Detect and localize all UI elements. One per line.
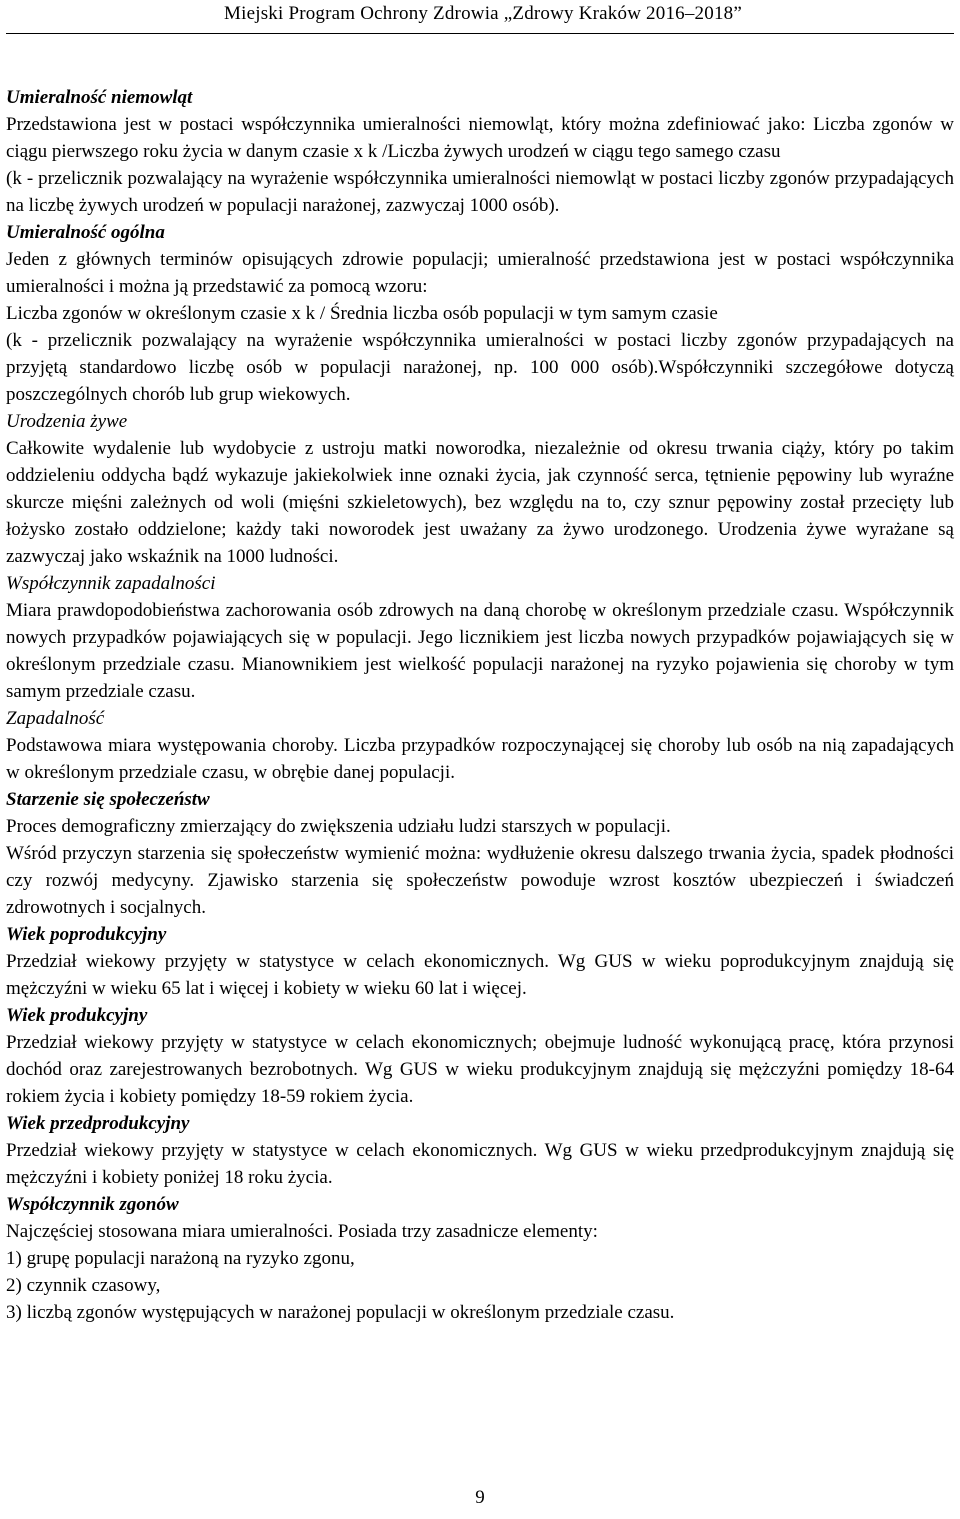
glossary-definition: Jeden z głównych terminów opisujących zdrowie populacji; umieralność przedstawiona jest w postaci współczynnika umieralności i można ją przedstawić za pomocą wzoru: xyxy=(6,249,954,297)
glossary-term: Umieralność ogólna xyxy=(6,222,165,243)
glossary-term: Wiek poprodukcyjny xyxy=(6,924,167,945)
page-number: 9 xyxy=(475,1487,485,1508)
glossary-term: Współczynnik zapadalności xyxy=(6,573,216,594)
glossary-definition: Przedział wiekowy przyjęty w statystyce w celach ekonomicznych. Wg GUS w wieku poprodukcyjnym znajdują się mężczyźni w wieku 65 lat i więcej i kobiety w wieku 60 lat i więcej. xyxy=(6,951,954,999)
glossary-definition: Najczęściej stosowana miara umieralności. Posiada trzy zasadnicze elementy: xyxy=(6,1221,598,1242)
glossary-definition: Przedział wiekowy przyjęty w statystyce w celach ekonomicznych. Wg GUS w wieku przedprodukcyjnym znajdują się mężczyźni i kobiety poniżej 18 roku życia. xyxy=(6,1140,954,1188)
glossary-definition: Miara prawdopodobieństwa zachorowania osób zdrowych na daną chorobę w określonym przedziale czasu. Współczynnik nowych przypadków pojawiających się w populacji. Jego licznikiem jest liczba nowych przypadków pojawiających się w określonym przedziale czasu. Mianownikiem jest wielkość populacji narażonej na ryzyko pojawienia się choroby w tym samym przedziale czasu. xyxy=(6,600,954,702)
glossary-definition: Przedstawiona jest w postaci współczynnika umieralności niemowląt, który można zdefiniować jako: Liczba zgonów w ciągu pierwszego roku życia w danym czasie x k /Liczba żywych urodzeń w ciągu tego samego czasu xyxy=(6,114,954,162)
glossary-entry xyxy=(6,786,954,921)
glossary-definition: (k - przelicznik pozwalający na wyrażenie współczynnika umieralności niemowląt w postaci liczby zgonów przypadających na liczbę żywych urodzeń w populacji narażonej, zazwyczaj 1000 osób). xyxy=(6,168,954,216)
glossary-term: Starzenie się społeczeństw xyxy=(6,789,210,810)
glossary-definition: Podstawowa miara występowania choroby. Liczba przypadków rozpoczynającej się choroby lub osób na nią zapadających w określonym przedziale czasu, w obrębie danej populacji. xyxy=(6,735,954,783)
glossary-entry xyxy=(6,219,954,408)
glossary-entry xyxy=(6,1002,954,1110)
glossary-entry xyxy=(6,408,954,570)
glossary-entry xyxy=(6,705,954,786)
glossary-definition: 1) grupę populacji narażoną na ryzyko zgonu, xyxy=(6,1248,355,1269)
glossary-definition: (k - przelicznik pozwalający na wyrażenie współczynnika umieralności w postaci liczby zgonów przypadających na przyjętą standardowo liczbę osób w populacji narażonej, np. 100 000 osób).Współczynniki szczegółowe dotyczą poszczególnych chorób lub grup wiekowych. xyxy=(6,330,954,405)
glossary-term: Zapadalność xyxy=(6,708,105,729)
glossary-term: Współczynnik zgonów xyxy=(6,1194,179,1215)
glossary-body xyxy=(6,84,954,1326)
glossary-term: Wiek przedprodukcyjny xyxy=(6,1113,190,1134)
glossary-term: Umieralność niemowląt xyxy=(6,87,193,108)
glossary-entry xyxy=(6,1110,954,1191)
glossary-entry xyxy=(6,570,954,705)
glossary-definition: Całkowite wydalenie lub wydobycie z ustroju matki noworodka, niezależnie od okresu trwania ciąży, który po takim oddzieleniu oddycha bądź wykazuje jakiekolwiek inne oznaki życia, jak czynność serca, tętnienie pępowiny lub wyraźne skurcze mięśni zależnych od woli (mięśni szkieletowych), bez względu na to, czy sznur pępowiny został przecięty lub łożysko zostało oddzielone; każdy taki noworodek jest uważany za żywo urodzonego. Urodzenia żywe wyrażane są zazwyczaj jako wskaźnik na 1000 ludności. xyxy=(6,438,954,567)
glossary-entry xyxy=(6,84,954,219)
glossary-term: Urodzenia żywe xyxy=(6,411,128,432)
glossary-term: Wiek produkcyjny xyxy=(6,1005,148,1026)
glossary-definition: Proces demograficzny zmierzający do zwiększenia udziału ludzi starszych w populacji. xyxy=(6,816,671,837)
glossary-definition: Wśród przyczyn starzenia się społeczeństw wymienić można: wydłużenie okresu dalszego trwania życia, spadek płodności czy rozwój medycyny. Zjawisko starzenia się społeczeństw powoduje wzrost kosztów ubezpieczeń i świadczeń zdrowotnych i socjalnych. xyxy=(6,843,954,918)
glossary-definition: Liczba zgonów w określonym czasie x k / Średnia liczba osób populacji w tym samym czasie xyxy=(6,303,718,324)
glossary-definition: 2) czynnik czasowy, xyxy=(6,1275,161,1296)
header-rule xyxy=(6,33,954,34)
running-header: Miejski Program Ochrony Zdrowia „Zdrowy Kraków 2016–2018” xyxy=(224,3,742,24)
glossary-definition: 3) liczbą zgonów występujących w narażonej populacji w określonym przedziale czasu. xyxy=(6,1302,675,1323)
glossary-entry xyxy=(6,1191,954,1326)
glossary-entry xyxy=(6,921,954,1002)
glossary-definition: Przedział wiekowy przyjęty w statystyce w celach ekonomicznych; obejmuje ludność wykonującą pracę, która przynosi dochód oraz zarejestrowanych bezrobotnych. Wg GUS w wieku produkcyjnym znajdują się mężczyźni pomiędzy 18-64 rokiem życia i kobiety pomiędzy 18-59 rokiem życia. xyxy=(6,1032,954,1107)
